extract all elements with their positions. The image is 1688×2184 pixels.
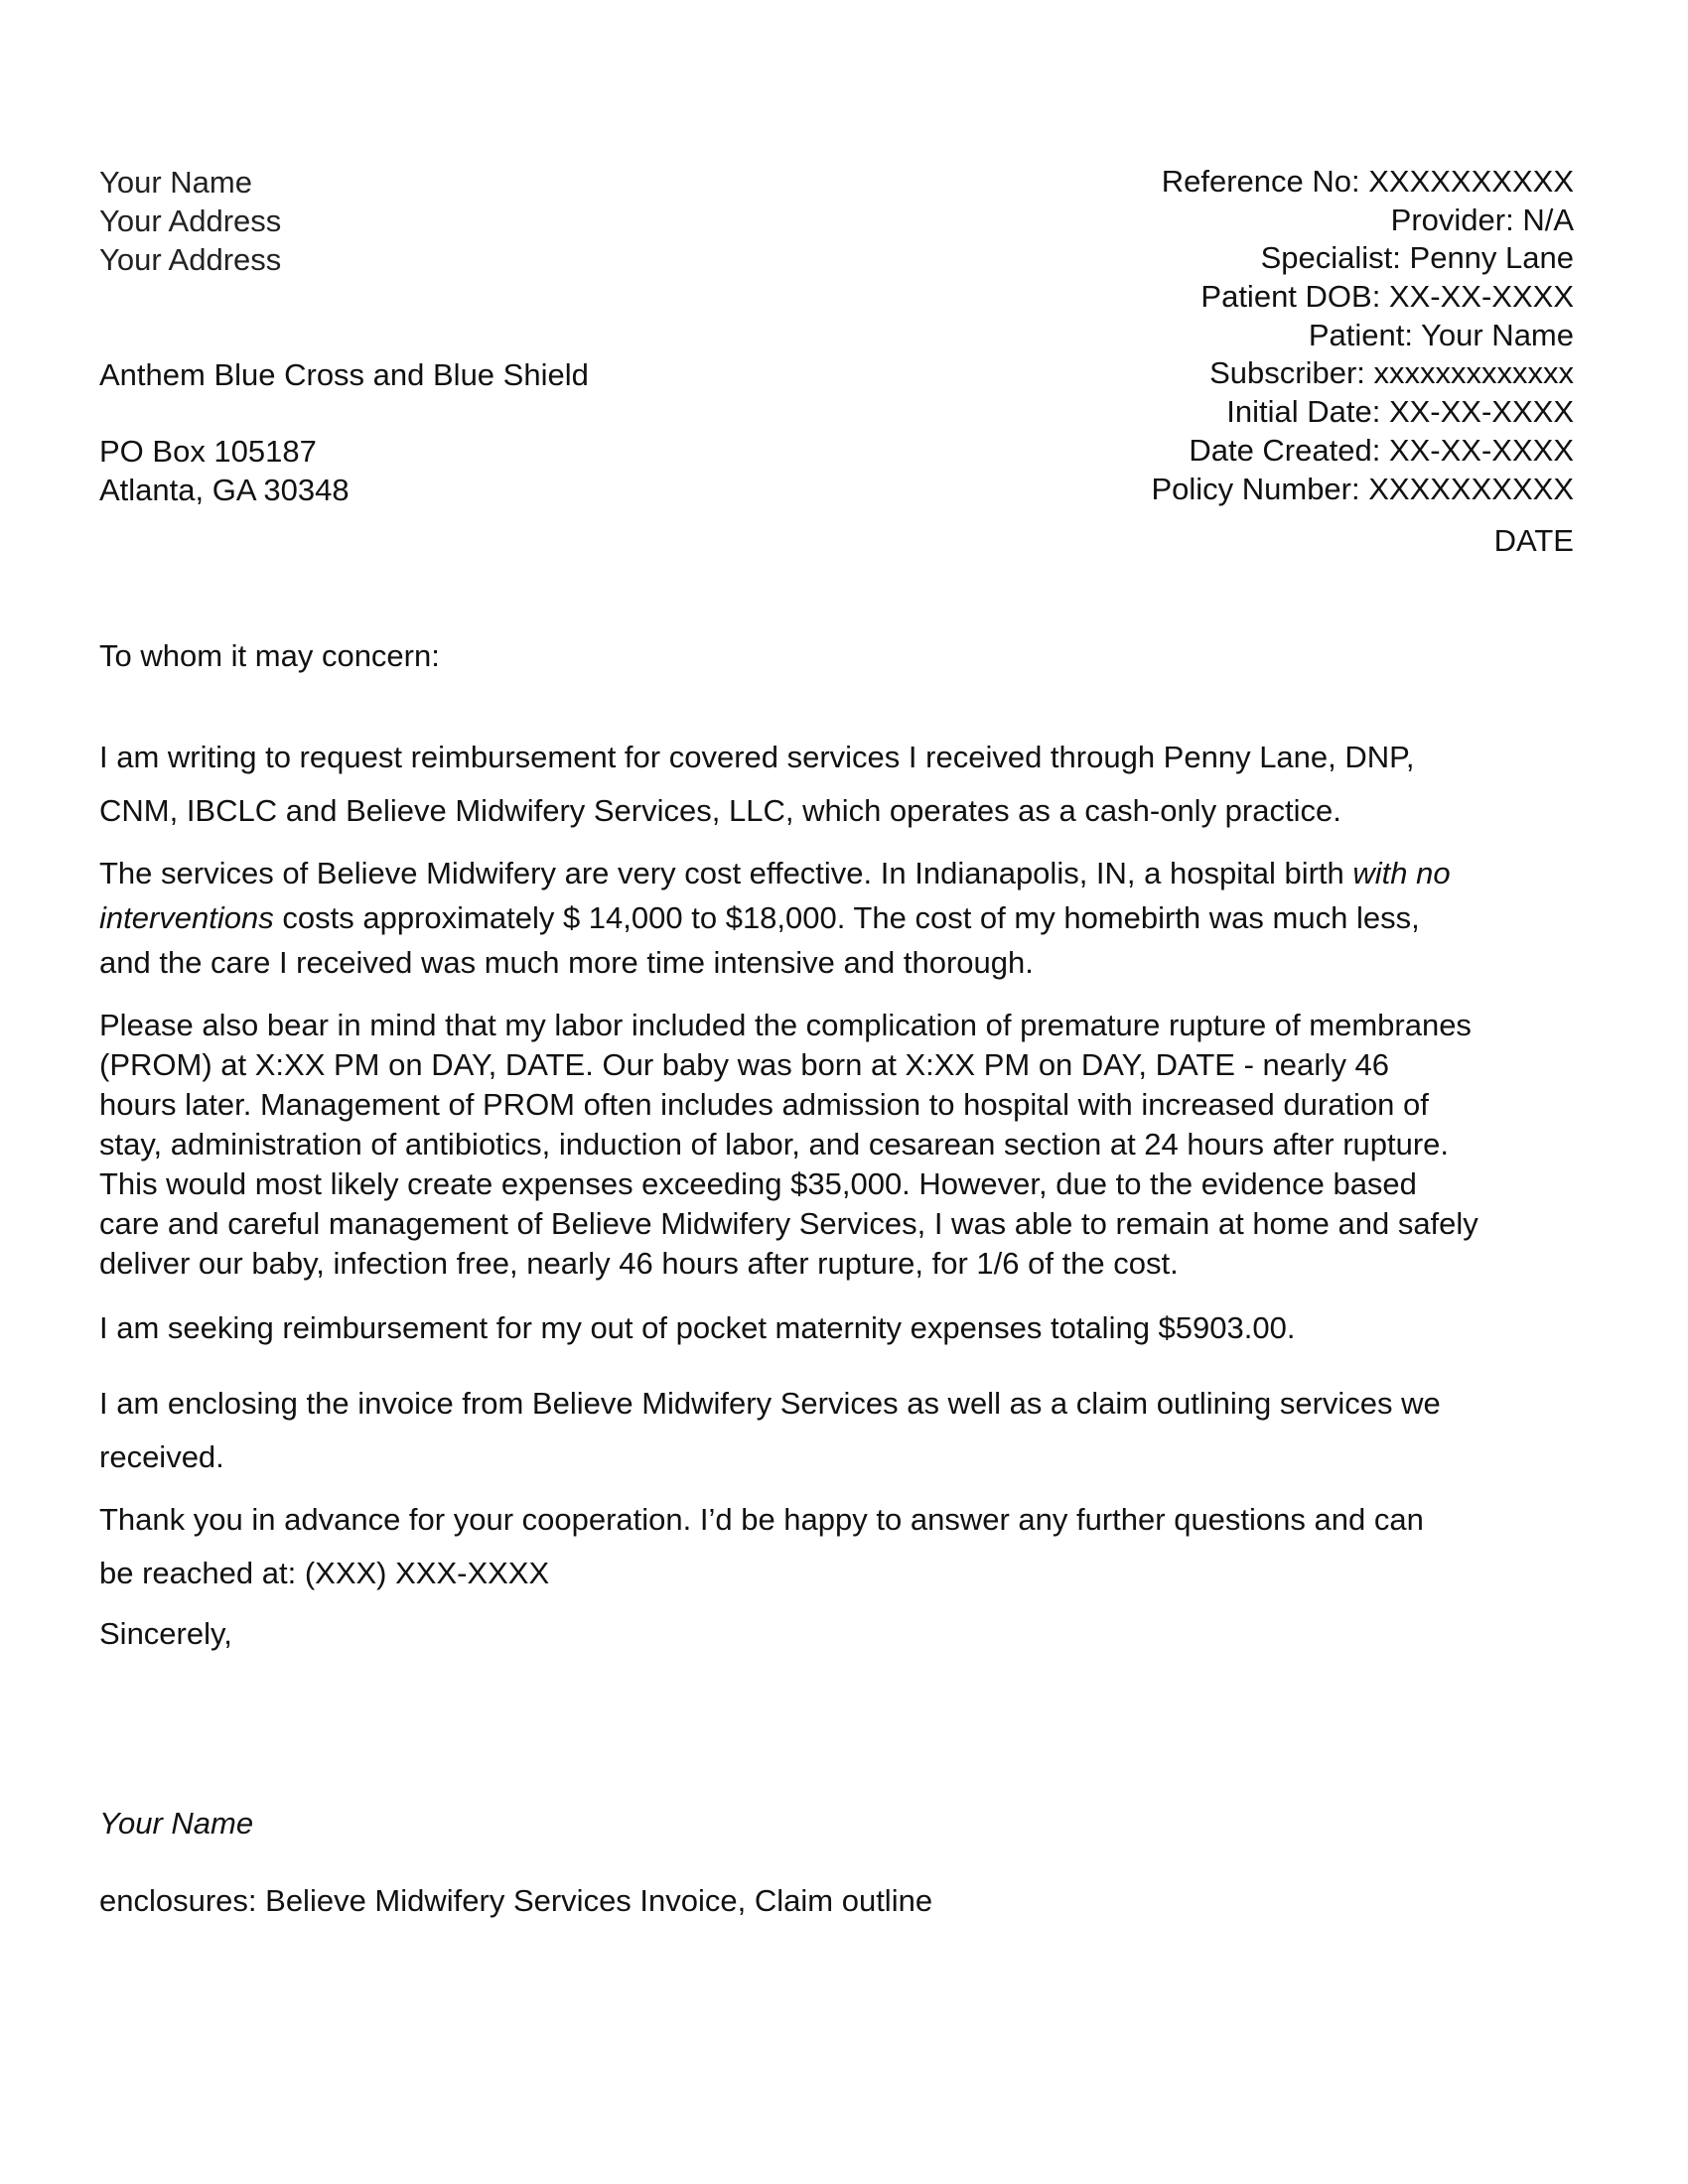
patient: Patient: Your Name (1308, 317, 1574, 352)
paragraph-line: I am enclosing the invoice from Believe Midwifery Services as well as a claim outlining services we (99, 1386, 1441, 1421)
signature: Your Name (99, 1806, 254, 1841)
sender-name: Your Name (99, 165, 252, 200)
initial-date: Initial Date: XX-XX-XXXX (1226, 394, 1574, 430)
paragraph-line: hours later. Management of PROM often includes admission to hospital with increased duration of (99, 1087, 1429, 1122)
paragraph-line: This would most likely create expenses exceeding $35,000. However, due to the evidence based (99, 1166, 1417, 1201)
paragraph-line: CNM, IBCLC and Believe Midwifery Services, LLC, which operates as a cash-only practice. (99, 793, 1341, 828)
paragraph-line (99, 856, 1451, 891)
paragraph-line: deliver our baby, infection free, nearly 46 hours after rupture, for 1/6 of the cost. (99, 1246, 1179, 1281)
recipient-address-line-2: Atlanta, GA 30348 (99, 473, 350, 507)
paragraph-line: Thank you in advance for your cooperation. I’d be happy to answer any further questions and can (99, 1502, 1424, 1537)
patient-dob: Patient DOB: XX-XX-XXXX (1200, 279, 1574, 315)
sender-address-line-1: Your Address (99, 204, 282, 238)
provider: Provider: N/A (1390, 202, 1574, 237)
date-created: Date Created: XX-XX-XXXX (1189, 432, 1574, 468)
emphasis-text: interventions (99, 900, 274, 935)
paragraph-line: I am seeking reimbursement for my out of pocket maternity expenses totaling $5903.00. (99, 1310, 1296, 1345)
specialist: Specialist: Penny Lane (1260, 240, 1574, 276)
paragraph-line: care and careful management of Believe Midwifery Services, I was able to remain at home and safely (99, 1206, 1478, 1241)
sender-address-line-2: Your Address (99, 242, 282, 277)
emphasis-text: with no (1352, 856, 1451, 890)
paragraph-line: received. (99, 1439, 224, 1474)
paragraph-line: (PROM) at X:XX PM on DAY, DATE. Our baby was born at X:XX PM on DAY, DATE - nearly 46 (99, 1047, 1390, 1082)
paragraph-line (99, 900, 1420, 936)
recipient-name: Anthem Blue Cross and Blue Shield (99, 357, 589, 392)
reference-number: Reference No: XXXXXXXXXX (1161, 164, 1574, 199)
paragraph-line: and the care I received was much more time intensive and thorough. (99, 945, 1034, 980)
paragraph-line: be reached at: (XXX) XXX-XXXX (99, 1556, 550, 1590)
policy-number: Policy Number: XXXXXXXXXX (1151, 471, 1574, 506)
paragraph-text: The services of Believe Midwifery are very cost effective. In Indianapolis, IN, a hospital birth (99, 856, 1353, 890)
salutation: To whom it may concern: (99, 638, 440, 673)
reference-info-block (1151, 163, 1574, 561)
paragraph-text: costs approximately $ 14,000 to $18,000. The cost of my homebirth was much less, (273, 900, 1420, 935)
paragraph-line: stay, administration of antibiotics, induction of labor, and cesarean section at 24 hours after rupture. (99, 1127, 1450, 1161)
letter-date: DATE (1493, 523, 1574, 559)
recipient-address-line-1: PO Box 105187 (99, 434, 317, 469)
closing: Sincerely, (99, 1616, 232, 1651)
paragraph-line: Please also bear in mind that my labor included the complication of premature rupture of membranes (99, 1008, 1472, 1042)
subscriber: Subscriber: xxxxxxxxxxxxx (1209, 355, 1574, 391)
paragraph-line: I am writing to request reimbursement for covered services I received through Penny Lane, DNP, (99, 740, 1415, 774)
enclosures: enclosures: Believe Midwifery Services Invoice, Claim outline (99, 1883, 933, 1918)
